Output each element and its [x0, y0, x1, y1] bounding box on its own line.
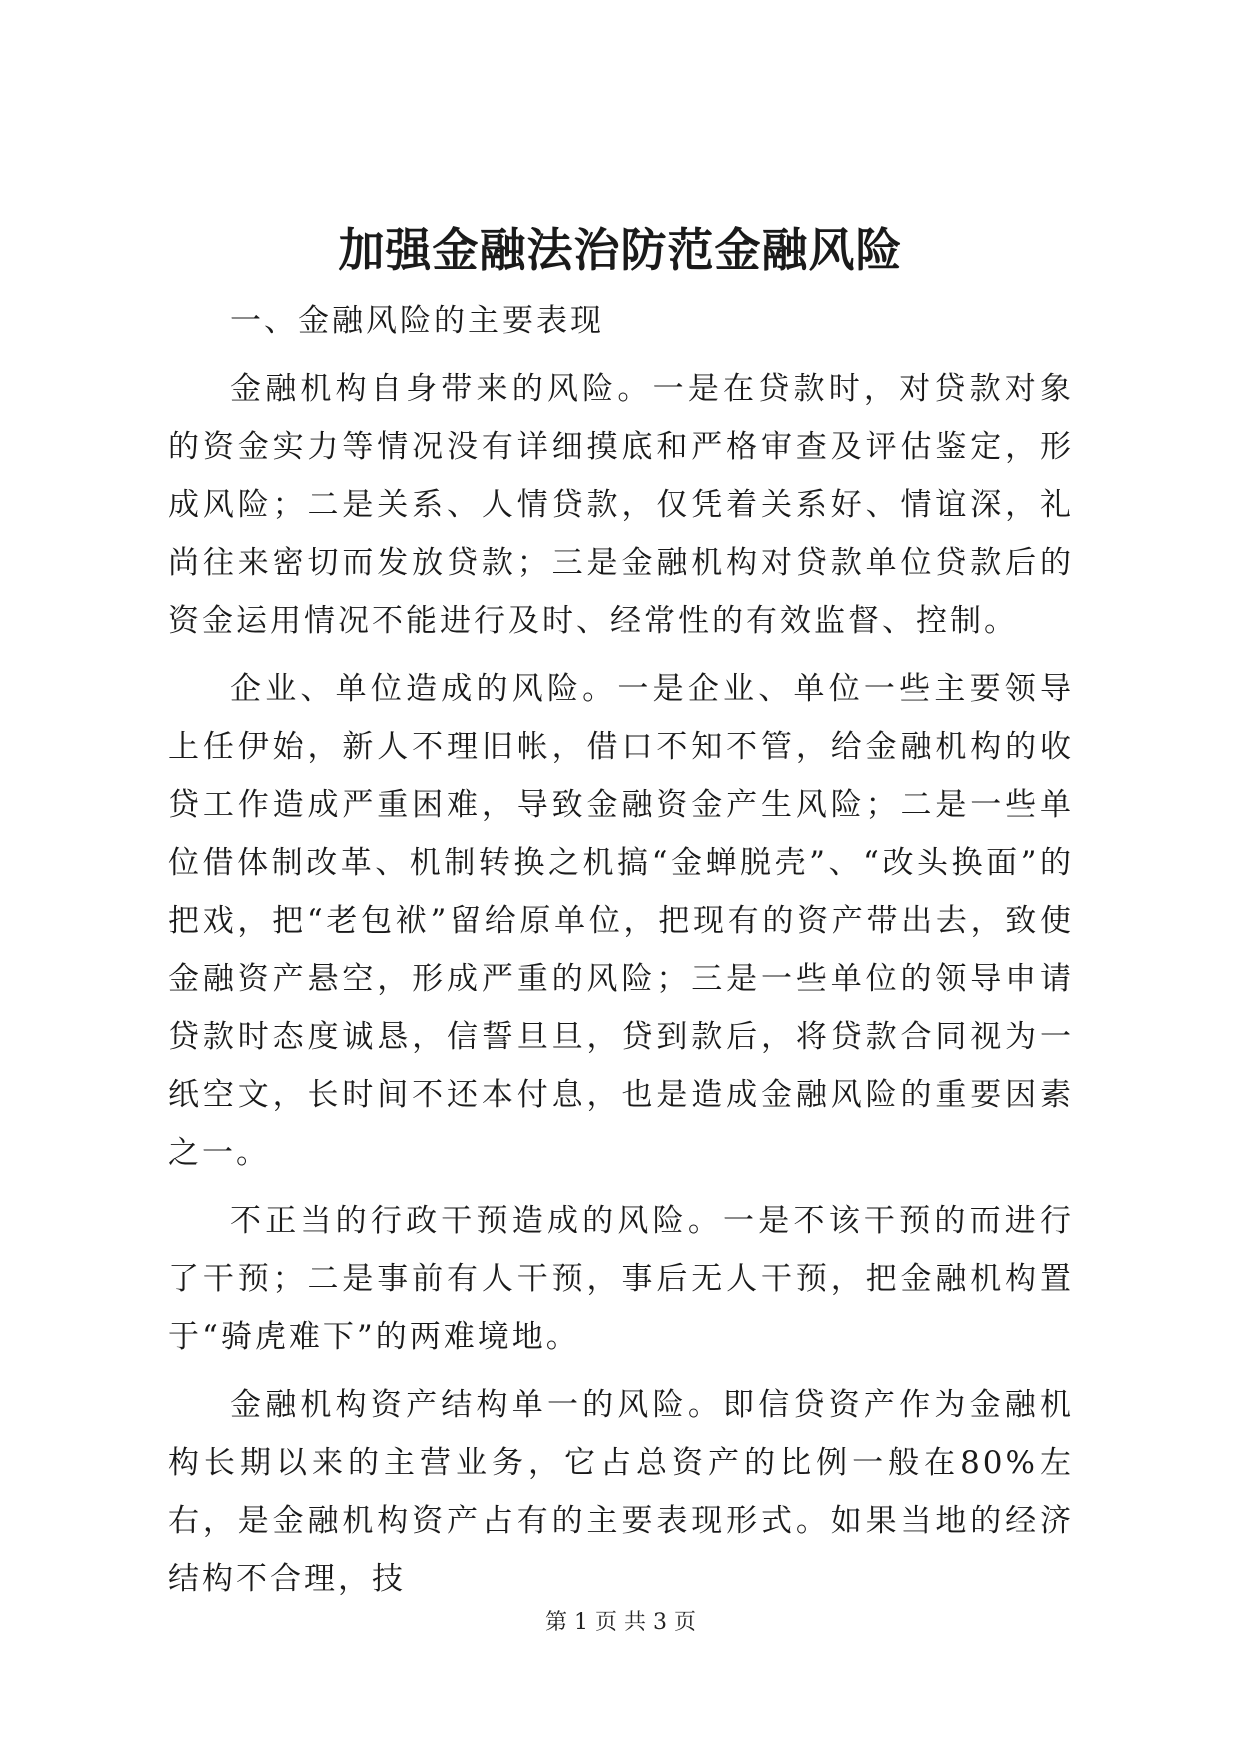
document-body [168, 292, 1074, 1618]
paragraph-2: 企业、单位造成的风险。一是企业、单位一些主要领导上任伊始，新人不理旧帐，借口不知不管，给金融机构的收贷工作造成严重困难，导致金融资金产生风险；二是一些单位借体制改革、机制转换之机搞“金蝉脱壳”、“改头换面”的把戏，把“老包袱”留给原单位，把现有的资产带出去，致使金融资产悬空，形成严重的风险；三是一些单位的领导申请贷款时态度诚恳，信誓旦旦，贷到款后，将贷款合同视为一纸空文，长时间不还本付息，也是造成金融风险的重要因素之一。 [168, 671, 1074, 1171]
section-heading: 一、金融风险的主要表现 [230, 303, 604, 339]
page-footer: 第 1 页 共 3 页 [545, 1610, 696, 1635]
paragraph-1: 金融机构自身带来的风险。一是在贷款时，对贷款对象的资金实力等情况没有详细摸底和严格审查及评估鉴定，形成风险；二是关系、人情贷款，仅凭着关系好、情谊深，礼尚往来密切而发放贷款；三是金融机构对贷款单位贷款后的资金运用情况不能进行及时、经常性的有效监督、控制。 [168, 371, 1074, 639]
document-title: 加强金融法治防范金融风险 [338, 223, 903, 277]
paragraph-3: 不正当的行政干预造成的风险。一是不该干预的而进行了干预；二是事前有人干预，事后无人干预，把金融机构置于“骑虎难下”的两难境地。 [168, 1203, 1074, 1355]
paragraph-4: 金融机构资产结构单一的风险。即信贷资产作为金融机构长期以来的主营业务，它占总资产的比例一般在80%左右，是金融机构资产占有的主要表现形式。如果当地的经济结构不合理，技 [168, 1387, 1074, 1597]
